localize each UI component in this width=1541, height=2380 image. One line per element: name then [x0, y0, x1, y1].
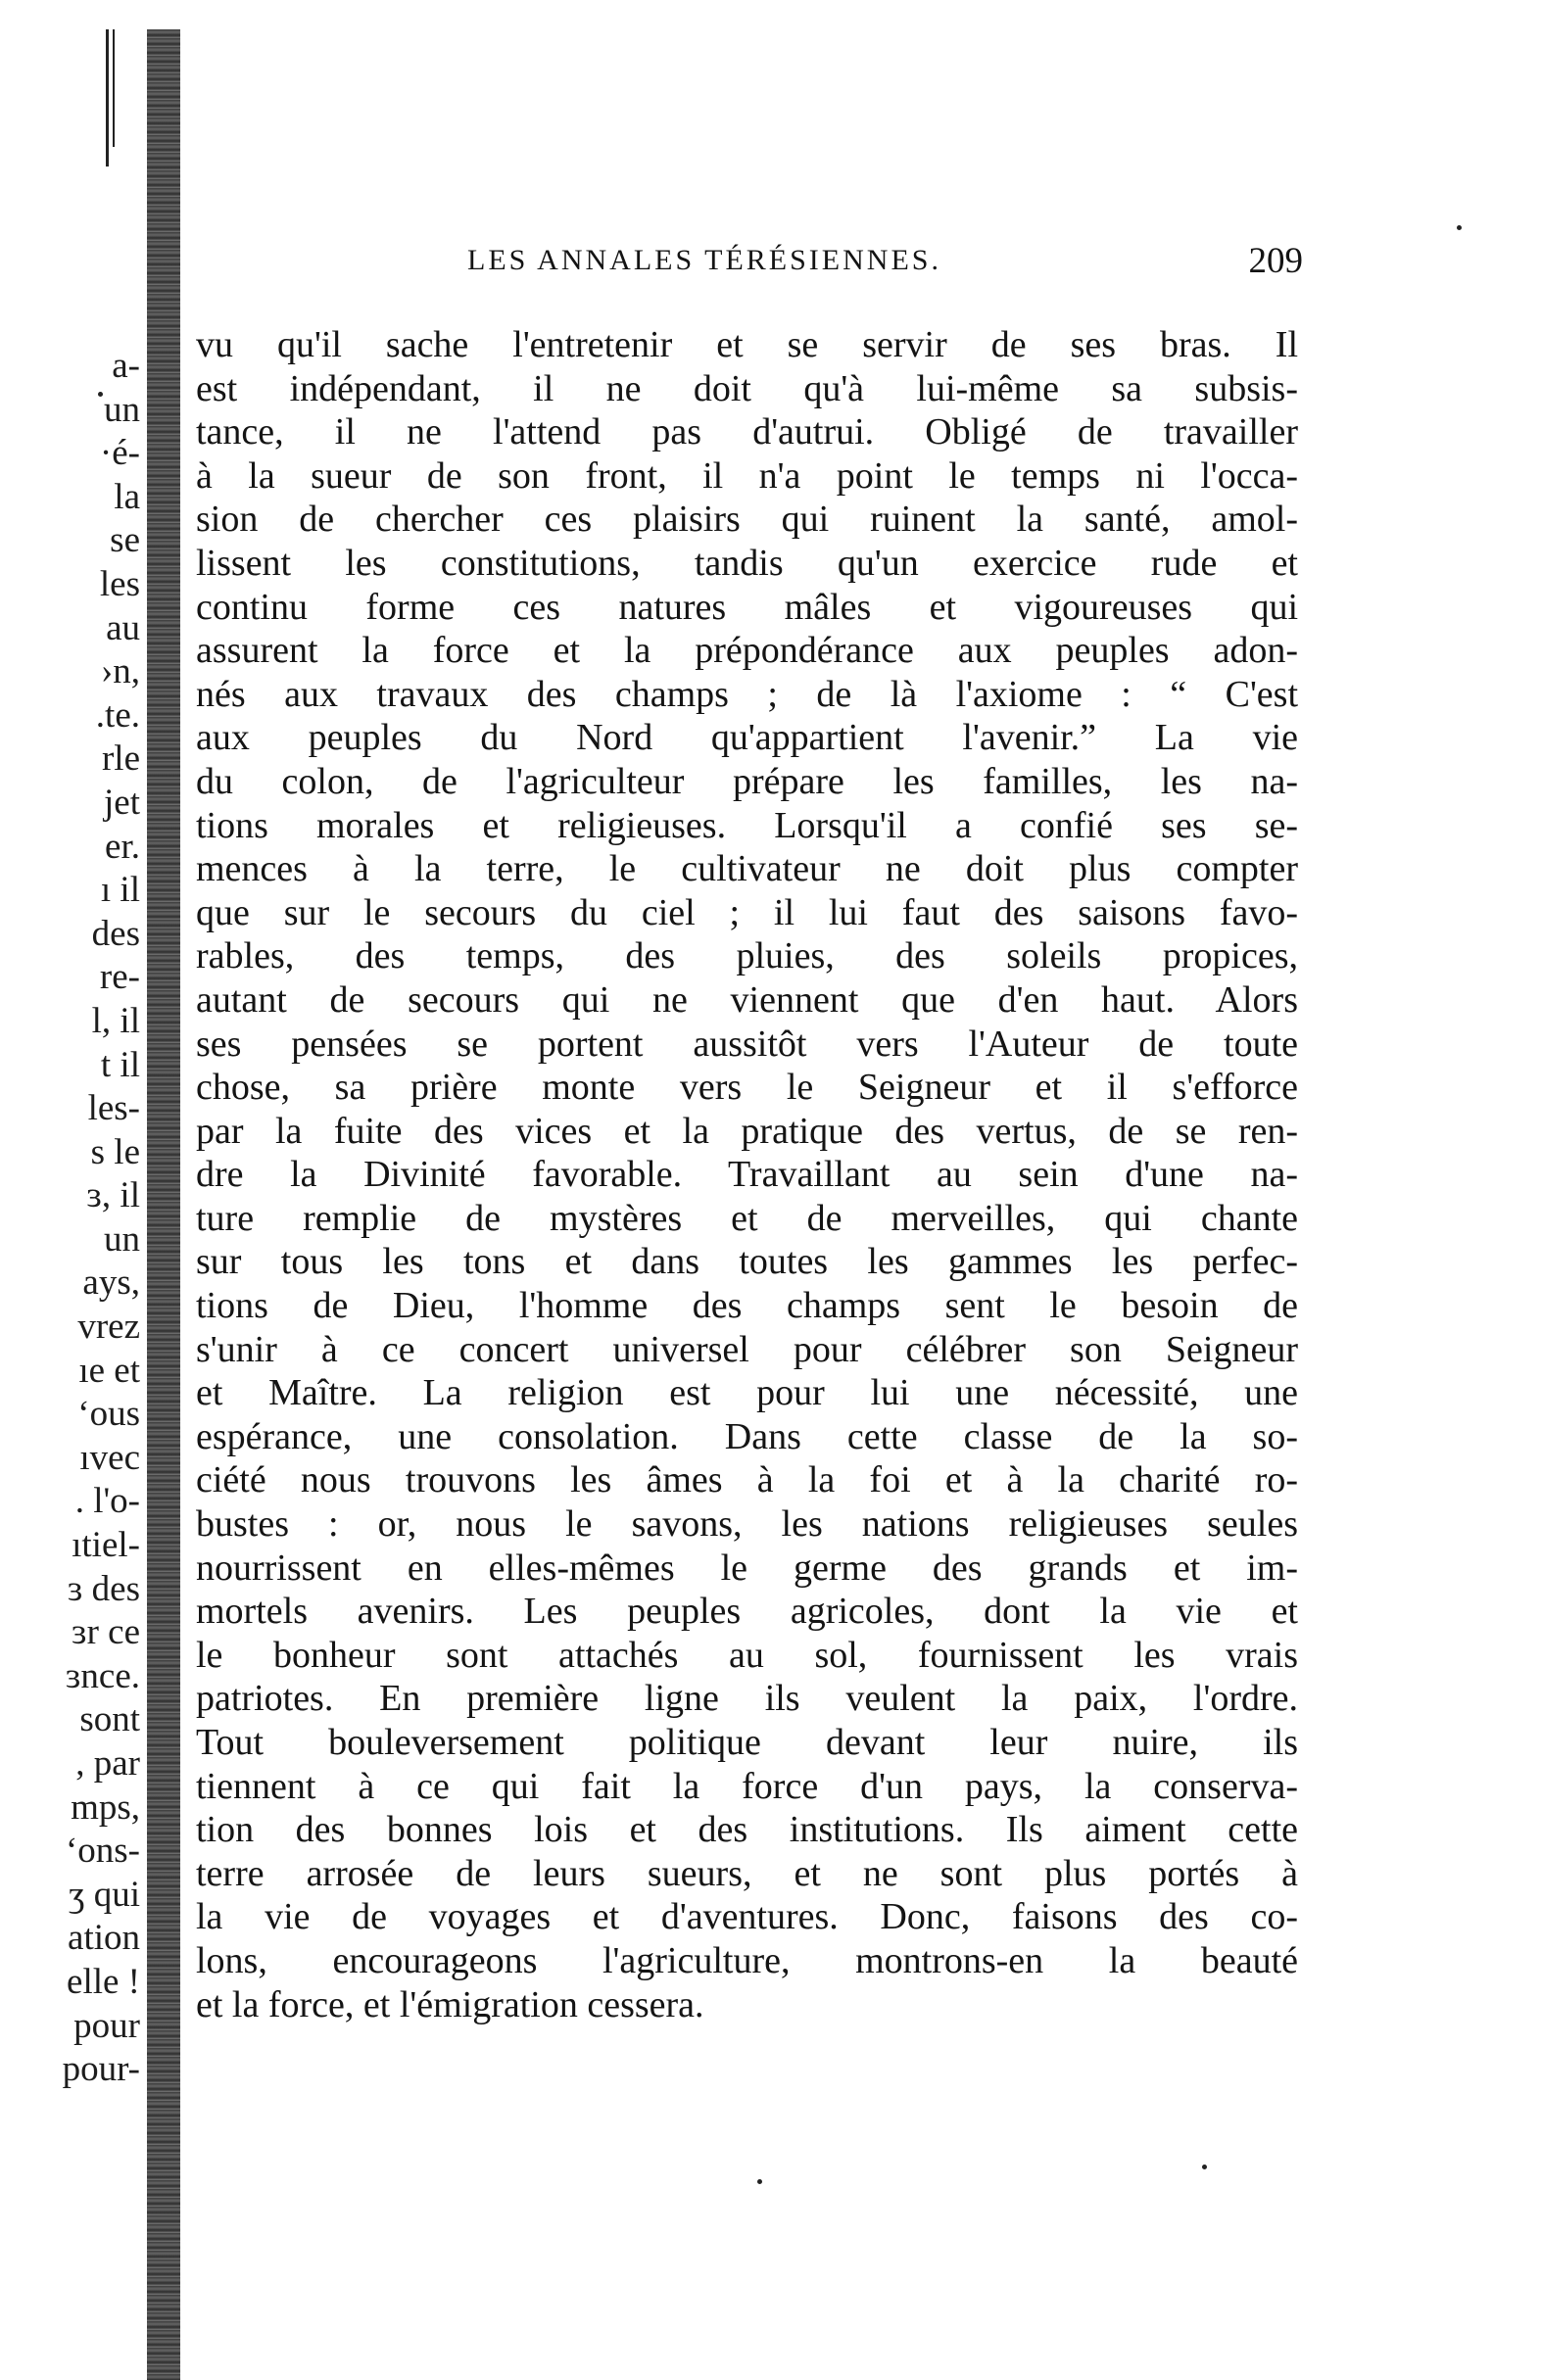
binding-edge-line — [113, 29, 115, 147]
text-line: patriotes. En première ligne ils veulent la paix, l'ordre. — [196, 1678, 1298, 1720]
facing-page-fragment: , par — [75, 1743, 140, 1784]
text-line: terre arrosée de leurs sueurs, et ne sont plus portés à — [196, 1852, 1298, 1894]
running-title: LES ANNALES TÉRÉSIENNES. — [467, 244, 941, 276]
text-line: tions de Dieu, l'homme des champs sent le besoin de — [196, 1285, 1298, 1327]
facing-page-fragment: pour — [73, 2005, 140, 2046]
text-line: sur tous les tons et dans toutes les gammes les perfec- — [196, 1241, 1298, 1283]
text-line: nés aux travaux des champs ; de là l'axiome : “ C'est — [196, 673, 1298, 715]
print-speck — [98, 392, 103, 397]
text-line: lissent les constitutions, tandis qu'un exercice rude et — [196, 542, 1298, 584]
text-line: est indépendant, il ne doit qu'à lui-même sa subsis- — [196, 367, 1298, 409]
facing-page-fragment: ʻous — [77, 1394, 140, 1435]
book-gutter — [147, 29, 180, 2380]
text-line: rables, des temps, des pluies, des soleils propices, — [196, 935, 1298, 977]
text-line: tance, il ne l'attend pas d'autrui. Obligé de travailler — [196, 411, 1298, 453]
text-line: la vie de voyages et d'aventures. Donc, faisons des co- — [196, 1896, 1298, 1938]
text-line: à la sueur de son front, il n'a point le temps ni l'occa- — [196, 454, 1298, 497]
text-line: espérance, une consolation. Dans cette classe de la so- — [196, 1415, 1298, 1457]
text-line: mortels avenirs. Les peuples agricoles, dont la vie et — [196, 1591, 1298, 1633]
facing-page-fragment: un — [104, 389, 140, 430]
text-line: ciété nous trouvons les âmes à la foi et à la charité ro- — [196, 1459, 1298, 1501]
text-line: chose, sa prière monte vers le Seigneur et il s'efforce — [196, 1067, 1298, 1109]
facing-page-fragment: ays, — [82, 1262, 140, 1304]
facing-page-fragment: ɜr ce — [72, 1612, 140, 1653]
facing-page-fragment: er. — [105, 826, 140, 867]
facing-page-fragment: rle — [101, 738, 140, 780]
facing-page-fragment: ɜ, il — [86, 1175, 140, 1216]
text-line: tions morales et religieuses. Lorsqu'il a confié ses se- — [196, 804, 1298, 846]
text-line: vu qu'il sache l'entretenir et se servir de ses bras. Il — [196, 324, 1298, 365]
facing-page-fragments — [8, 345, 140, 2092]
facing-page-fragment: des — [91, 913, 140, 954]
facing-page-fragment: mps, — [71, 1786, 140, 1828]
text-line: ses pensées se portent aussitôt vers l'Auteur de toute — [196, 1023, 1298, 1065]
text-line: tion des bonnes lois et des institutions. Ils aiment cette — [196, 1809, 1298, 1851]
facing-page-fragment: au — [106, 607, 140, 648]
facing-page-fragment: ıtiel- — [72, 1525, 140, 1566]
facing-page-fragment: ›n, — [100, 651, 140, 692]
facing-page-fragment: ·é- — [99, 433, 140, 474]
page-number: 209 — [1248, 241, 1303, 281]
text-line: le bonheur sont attachés au sol, fournissent les vrais — [196, 1634, 1298, 1676]
text-line: nourrissent en elles-mêmes le germe des grands et im- — [196, 1547, 1298, 1589]
text-line: s'unir à ce concert universel pour célébrer son Seigneur — [196, 1328, 1298, 1370]
binding-edge-line — [106, 29, 109, 167]
text-line: du colon, de l'agriculteur prépare les familles, les na- — [196, 760, 1298, 802]
facing-page-fragment: a- — [112, 346, 140, 386]
facing-page-fragment: ɜnce. — [65, 1655, 140, 1696]
text-line: et Maître. La religion est pour lui une nécessité, une — [196, 1372, 1298, 1414]
text-line: continu forme ces natures mâles et vigoureuses qui — [196, 586, 1298, 628]
running-head — [196, 240, 1303, 289]
facing-page-fragment: la — [114, 476, 140, 517]
text-line: assurent la force et la prépondérance aux peuples adon- — [196, 630, 1298, 672]
facing-page-fragment: les- — [87, 1088, 140, 1129]
text-line: ture remplie de mystères et de merveilles, qui chante — [196, 1197, 1298, 1239]
text-line: par la fuite des vices et la pratique des vertus, de se ren- — [196, 1110, 1298, 1152]
text-line: lons, encourageons l'agriculture, montrons-en la beauté — [196, 1939, 1298, 1981]
text-line: et la force, et l'émigration cessera. — [196, 1983, 704, 2025]
text-line: aux peuples du Nord qu'appartient l'avenir.” La vie — [196, 717, 1298, 759]
facing-page-fragment: vrez — [77, 1307, 140, 1348]
facing-page-fragment: ation — [68, 1918, 140, 1959]
facing-page-fragment: se — [110, 520, 140, 561]
facing-page-fragment: sont — [79, 1699, 140, 1740]
facing-page-fragment: t il — [100, 1044, 140, 1085]
facing-page-fragment: pour- — [62, 2049, 140, 2090]
print-speck — [757, 2179, 762, 2184]
facing-page-fragment: les — [99, 563, 140, 604]
facing-page-fragment: ʒ qui — [69, 1874, 140, 1915]
facing-page-fragment: s le — [90, 1131, 140, 1172]
text-line: dre la Divinité favorable. Travaillant au sein d'une na- — [196, 1154, 1298, 1196]
facing-page-fragment: ɜ des — [67, 1568, 140, 1609]
facing-page-fragment: re- — [99, 957, 140, 998]
facing-page-fragment: l, il — [91, 1000, 140, 1041]
text-line: que sur le secours du ciel ; il lui faut des saisons favo- — [196, 891, 1298, 933]
facing-page-fragment: ı il — [100, 870, 140, 911]
text-line: bustes : or, nous le savons, les nations religieuses seules — [196, 1503, 1298, 1546]
facing-page-fragment: .te. — [95, 694, 140, 736]
facing-page-fragment: ıvec — [79, 1437, 140, 1478]
facing-page-fragment: elle ! — [67, 1961, 140, 2002]
print-speck — [1457, 225, 1462, 230]
text-line: autant de secours qui ne viennent que d'en haut. Alors — [196, 978, 1298, 1021]
text-line: sion de chercher ces plaisirs qui ruinent la santé, amol- — [196, 499, 1298, 541]
print-speck — [1202, 2165, 1207, 2169]
facing-page-fragment: ıe et — [78, 1350, 140, 1391]
facing-page-fragment: jet — [104, 782, 140, 823]
text-line: mences à la terre, le cultivateur ne doit plus compter — [196, 848, 1298, 890]
facing-page-fragment: . l'o- — [74, 1481, 140, 1522]
body-text — [196, 323, 1298, 2026]
facing-page-fragment: un — [104, 1218, 140, 1260]
facing-page-fragment: ʻons- — [65, 1831, 140, 1872]
text-line: Tout bouleversement politique devant leur nuire, ils — [196, 1722, 1298, 1763]
text-line: tiennent à ce qui fait la force d'un pays, la conserva- — [196, 1765, 1298, 1807]
